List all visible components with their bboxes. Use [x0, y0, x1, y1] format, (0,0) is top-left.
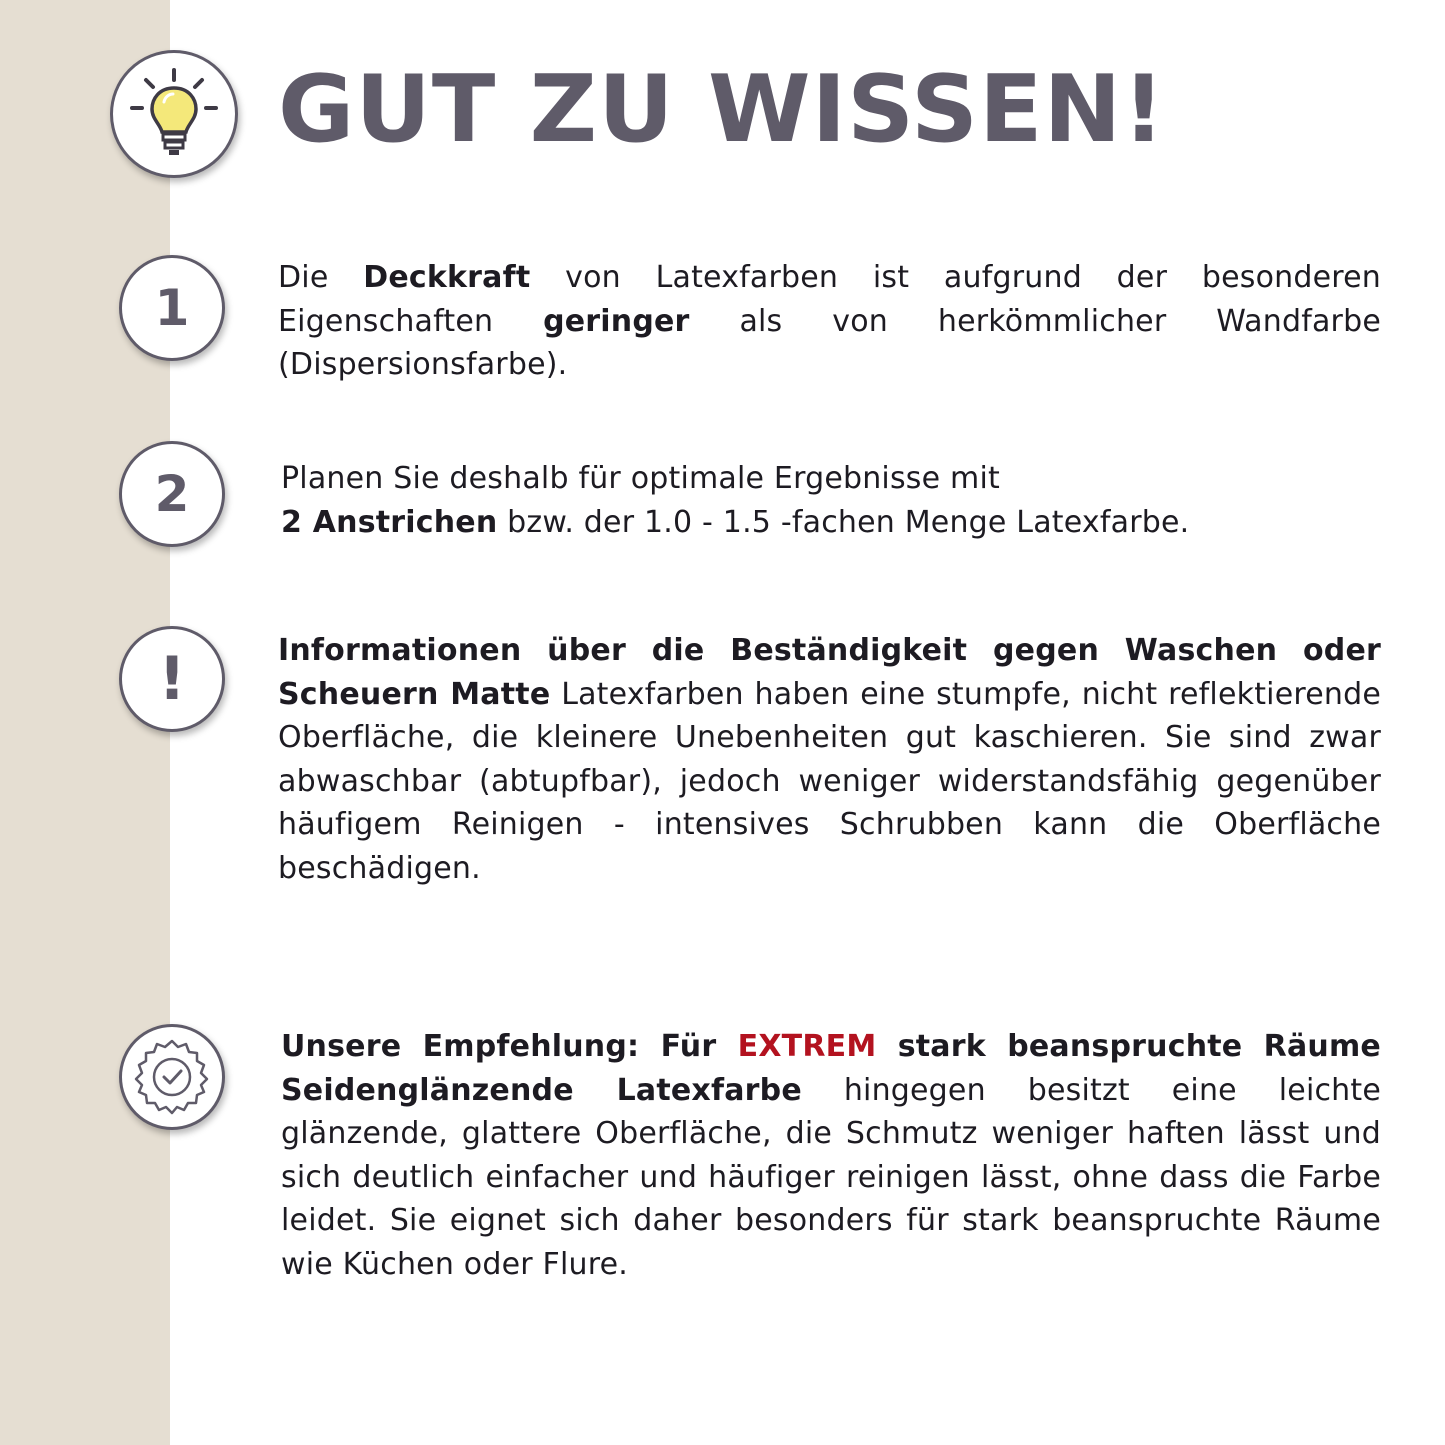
- p1-bold-1: Deckkraft: [363, 260, 531, 295]
- number-1-icon: [119, 255, 225, 361]
- paragraph-4: [281, 1025, 1381, 1286]
- p2-text-2: bzw. der 1.0 - 1.5 -fachen Menge Latexfarbe.: [497, 504, 1190, 540]
- p4-text-1: hingegen besitzt eine leichte glänzende, glattere Oberfläche, die Schmutz weniger haften lässt und sich deutlich einfacher und häufiger reinigen lässt, ohne dass die Farbe leidet. Sie eignet sich daher besonders für stark beanspruchte Räume wie Küchen oder Flure.: [281, 1072, 1382, 1282]
- p2-text-1: Planen Sie deshalb für optimale Ergebnisse mit: [281, 461, 1000, 496]
- page-title: GUT ZU WISSEN!: [278, 55, 1166, 163]
- p4-bold-2: stark beanspruchte Räume Seidenglänzende Latexfarbe: [281, 1029, 1381, 1108]
- marker-exclamation: !: [158, 644, 186, 714]
- marker-1: 1: [154, 279, 190, 337]
- lightbulb-badge: [110, 50, 238, 178]
- p4-bold-1: Unsere Empfehlung: Für: [281, 1029, 738, 1064]
- paragraph-1: [278, 256, 1381, 387]
- paragraph-2: [281, 457, 1384, 544]
- p3-bold-1: Informationen über die Beständigkeit gegen Waschen oder Scheuern Matte: [278, 633, 1381, 712]
- seal-check-icon: [130, 1035, 214, 1119]
- p4-highlight: EXTREM: [737, 1029, 877, 1064]
- lightbulb-icon: [124, 64, 224, 164]
- number-2-icon: [119, 441, 225, 547]
- exclamation-icon: [119, 626, 225, 732]
- checkmark-badge-icon: [119, 1024, 225, 1130]
- p1-text-1: Die: [278, 260, 364, 295]
- p1-bold-2: geringer: [543, 303, 690, 339]
- p1-text-2: von Latexfarben ist aufgrund der besonderen Eigenschaften: [278, 260, 1381, 339]
- p2-bold-1: 2 Anstrichen: [281, 504, 498, 540]
- p1-text-3: als von herkömmlicher Wandfarbe (Dispersionsfarbe).: [278, 303, 1381, 382]
- paragraph-3: [278, 629, 1381, 890]
- p3-text-1: Latexfarben haben eine stumpfe, nicht reflektierende Oberfläche, die kleinere Unebenheiten gut kaschieren. Sie sind zwar abwaschbar (abtupfbar), jedoch weniger widerstandsfähig gegenüber häufigem Reinigen - intensives Schrubben kann die Oberfläche beschädigen.: [278, 676, 1381, 886]
- marker-2: 2: [154, 465, 190, 523]
